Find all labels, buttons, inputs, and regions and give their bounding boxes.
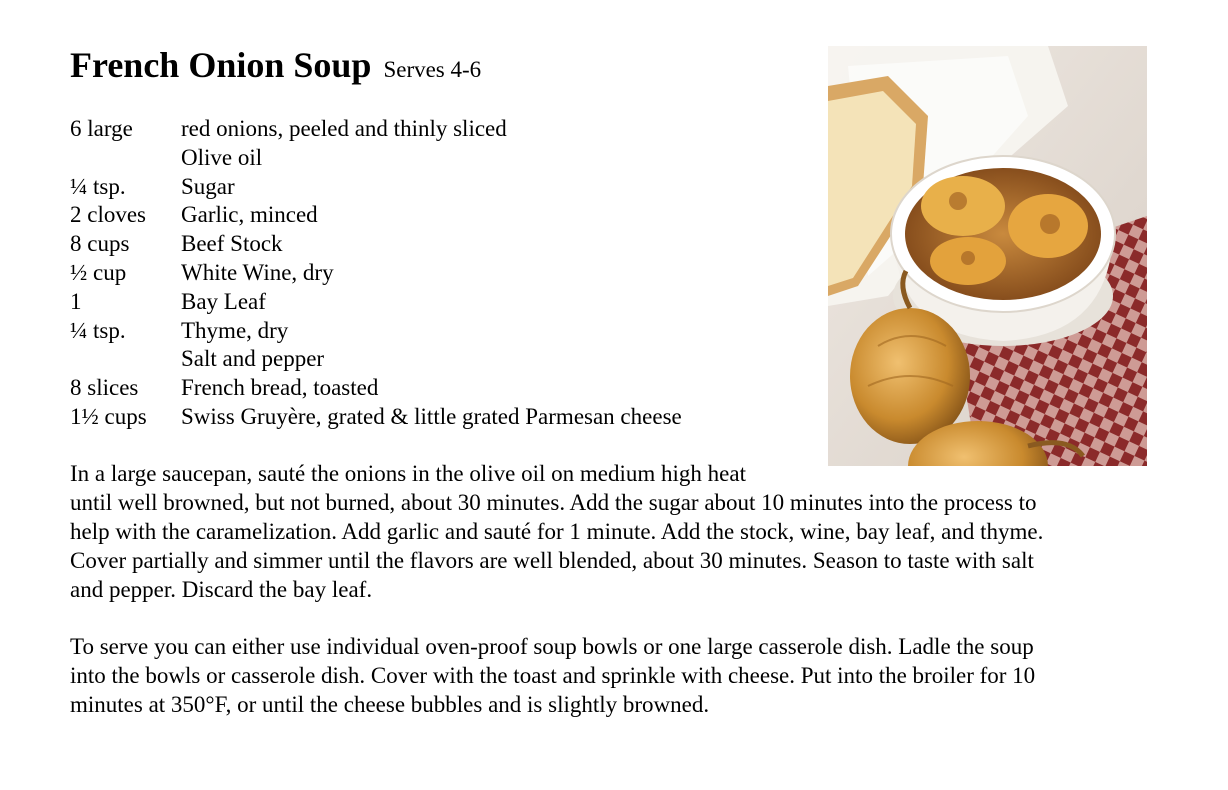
instruction-line: into the bowls or casserole dish. Cover with the toast and sprinkle with cheese. Put into the broiler for 10 [70,662,1036,688]
ingredient-qty: 8 slices [70,375,139,401]
instructions-paragraph-2 [70,633,1035,720]
ingredient-row [70,317,682,346]
ingredient-item: Bay Leaf [181,288,266,314]
instructions-paragraph-1 [70,460,1043,604]
soup-photo [828,46,1147,466]
ingredient-item: Salt and pepper [181,346,325,372]
ingredient-item: French bread, toasted [181,375,379,401]
instruction-line: Cover partially and simmer until the flavors are well blended, about 30 minutes. Season to taste with salt [70,547,1034,573]
ingredient-item: Olive oil [181,144,263,170]
instruction-line: To serve you can either use individual oven-proof soup bowls or one large casserole dish. Ladle the soup [70,634,1034,659]
ingredient-row [70,115,682,144]
ingredient-item: Thyme, dry [181,317,289,343]
ingredient-qty: 1½ cups [70,403,147,429]
ingredient-item: Beef Stock [181,231,283,257]
recipe-title-line [70,44,481,86]
ingredient-item: Sugar [181,173,235,199]
recipe-title: French Onion Soup [70,45,372,85]
ingredient-row [70,403,682,432]
instruction-line: and pepper. Discard the bay leaf. [70,576,373,602]
ingredient-qty: 6 large [70,116,133,141]
ingredient-item: Swiss Gruyère, grated & little grated Parmesan cheese [181,403,682,429]
instruction-line: minutes at 350°F, or until the cheese bubbles and is slightly browned. [70,691,710,717]
ingredient-qty: ¼ tsp. [70,317,126,343]
ingredient-row [70,345,682,374]
instruction-line: In a large saucepan, sauté the onions in the olive oil on medium high heat [70,461,746,486]
ingredient-row [70,144,682,173]
ingredient-row [70,374,682,403]
ingredient-qty: 2 cloves [70,202,147,228]
ingredient-qty: ¼ tsp. [70,173,126,199]
ingredient-qty: 8 cups [70,231,130,257]
ingredient-list [70,115,682,432]
instruction-line: help with the caramelization. Add garlic and sauté for 1 minute. Add the stock, wine, bay leaf, and thyme. [70,518,1044,544]
ingredient-row [70,288,682,317]
ingredient-qty: ½ cup [70,259,127,285]
ingredient-row [70,173,682,202]
instruction-line: until well browned, but not burned, about 30 minutes. Add the sugar about 10 minutes into the process to [70,489,1037,515]
ingredient-row [70,201,682,230]
ingredient-item: Garlic, minced [181,202,318,228]
ingredient-qty: 1 [70,288,82,314]
serves-count: Serves 4-6 [383,57,482,82]
ingredient-row [70,259,682,288]
ingredient-item: red onions, peeled and thinly sliced [181,116,507,141]
ingredient-row [70,230,682,259]
ingredient-item: White Wine, dry [181,259,334,285]
